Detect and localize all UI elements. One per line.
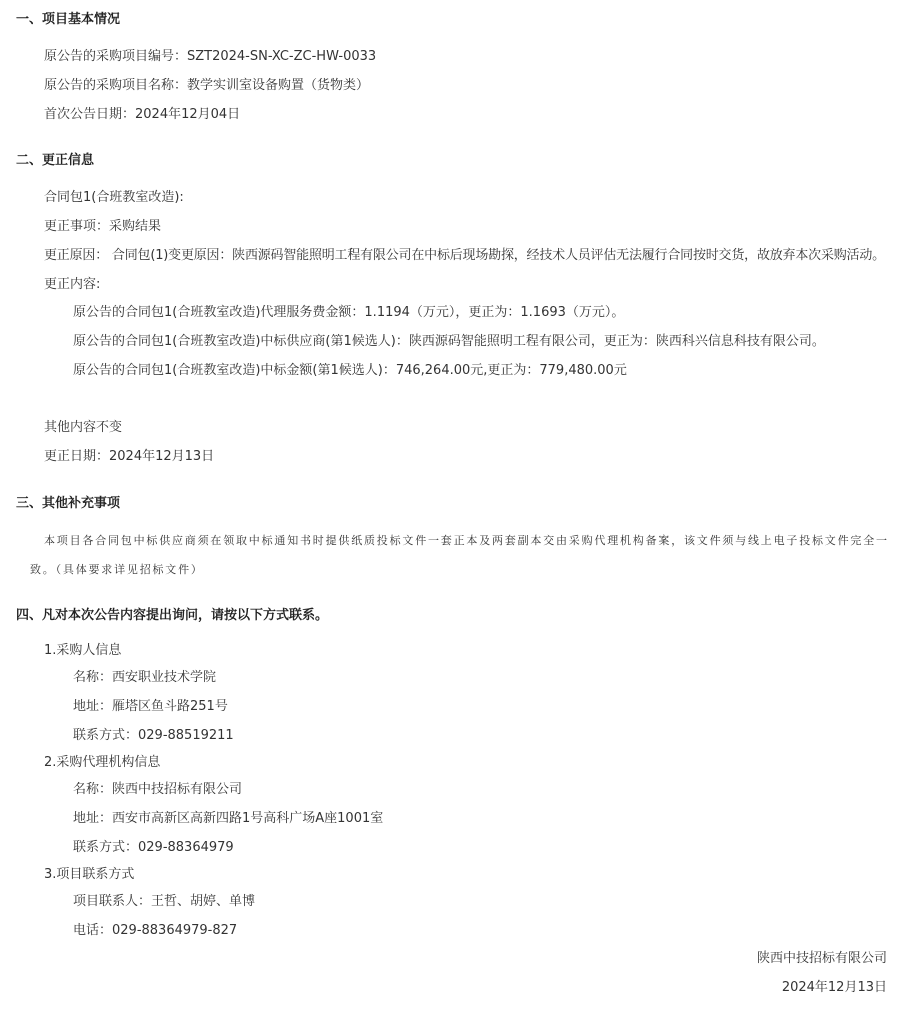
purchaser-phone: 联系方式：029-88519211 (73, 728, 234, 743)
section-title-supplement: 三、其他补充事项 (16, 496, 121, 511)
correction-content-label: 更正内容: (44, 277, 101, 292)
section-title-contact: 四、凡对本次公告内容提出询问，请按以下方式联系。 (16, 608, 329, 623)
supplement-line-1: 本项目各合同包中标供应商须在领取中标通知书时提供纸质投标文件一套正本及两套副本交由采购代理机构备案，该文件须与线上电子投标文件完全一 (44, 534, 889, 547)
section-title-basic: 一、项目基本情况 (16, 12, 121, 27)
unchanged-note: 其他内容不变 (44, 420, 123, 435)
project-number: 原公告的采购项目编号：SZT2024-SN-XC-ZC-HW-0033 (44, 49, 377, 64)
agency-name: 名称：陕西中技招标有限公司 (73, 782, 243, 797)
change-supplier: 原公告的合同包1(合班教室改造)中标供应商(第1候选人)：陕西源码智能照明工程有限公司，更正为：陕西科兴信息科技有限公司。 (73, 334, 825, 349)
project-contact-people: 项目联系人：王哲、胡婷、单博 (73, 894, 256, 909)
correction-date: 更正日期：2024年12月13日 (44, 449, 215, 464)
footer-date: 2024年12月13日 (781, 980, 887, 995)
project-name: 原公告的采购项目名称：教学实训室设备购置（货物类） (44, 78, 370, 93)
first-announcement-date: 首次公告日期：2024年12月04日 (44, 107, 241, 122)
correction-reason: 更正原因： 合同包(1)变更原因：陕西源码智能照明工程有限公司在中标后现场勘探，经技术人员评估无法履行合同按时交货，故放弃本次采购活动。 (44, 248, 885, 263)
section-title-correction: 二、更正信息 (16, 153, 95, 168)
contract-package: 合同包1(合班教室改造): (44, 190, 184, 205)
purchaser-info-title: 1.采购人信息 (44, 643, 122, 658)
footer-company: 陕西中技招标有限公司 (756, 951, 887, 966)
agency-address: 地址：西安市高新区高新四路1号高科广场A座1001室 (73, 811, 384, 826)
agency-info-title: 2.采购代理机构信息 (44, 755, 161, 770)
supplement-line-2: 致。（具体要求详见招标文件） (30, 563, 204, 576)
change-service-fee: 原公告的合同包1(合班教室改造)代理服务费金额：1.1194（万元），更正为：1.1693（万元）。 (73, 305, 625, 320)
purchaser-address: 地址：雁塔区鱼斗路251号 (73, 699, 228, 714)
project-contact-phone: 电话：029-88364979-827 (73, 923, 238, 938)
project-contact-title: 3.项目联系方式 (44, 867, 135, 882)
purchaser-name: 名称：西安职业技术学院 (73, 670, 217, 685)
correction-item: 更正事项：采购结果 (44, 219, 162, 234)
change-bid-amount: 原公告的合同包1(合班教室改造)中标金额(第1候选人)：746,264.00元,更正为：779,480.00元 (73, 363, 627, 378)
agency-phone: 联系方式：029-88364979 (73, 840, 234, 855)
